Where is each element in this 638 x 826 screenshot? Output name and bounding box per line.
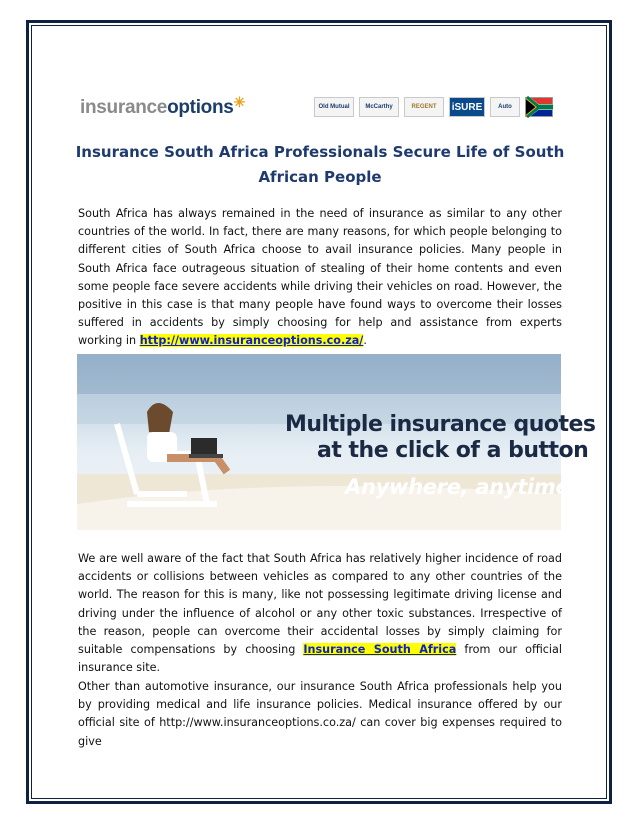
partner-logo: REGENT: [404, 97, 444, 117]
banner-tagline: Anywhere, anytime!: [345, 475, 579, 499]
body-paragraph: [78, 678, 562, 751]
logo-text-insurance: insurance: [80, 97, 168, 118]
partner-logos: [314, 96, 560, 118]
partner-logo: McCarthy: [359, 97, 399, 117]
paragraph-text: South Africa has always remained in the need of insurance as similar to any other countries of the world. In fact, there are many reasons, for which people belonging to different cities of South Africa choose to avail insurance policies. Many people in South Africa face outrageous situation of stealing of their home contents and even some people face severe accidents while driving their vehicles on road. However, the positive in this case is that many people have found ways to overcome their losses suffered in accidents by simply choosing for help and assistance from experts working in: [78, 207, 562, 348]
banner-headline: at the click of a button: [317, 438, 589, 463]
body-paragraph: [78, 550, 562, 677]
promo-banner-image: [77, 354, 596, 530]
partner-logo: Auto: [490, 97, 520, 117]
sparkle-icon: ✳: [233, 94, 245, 110]
south-africa-flag-icon: [525, 97, 553, 117]
paragraph-text: We are well aware of the fact that South Africa has relatively higher incidence of road accidents or collisions between vehicles as compared to any other countries of the world. The reason for this is many, like not possessing legitimate driving license and driving under the influence of alcohol or any other toxic substances. Irrespective of the reason, people can overcome their accidental losses by simply claiming for suitable compensations by choosing: [78, 552, 562, 657]
insuranceoptions-logo[interactable]: [80, 94, 245, 119]
banner-headline: Multiple insurance quotes: [285, 412, 596, 437]
paragraph-text: .: [363, 334, 367, 348]
page-title: Insurance South Africa Professionals Secure Life of South African People: [75, 143, 565, 186]
logo-text-options: options: [167, 97, 234, 118]
partner-logo: Old Mutual: [314, 97, 354, 117]
insurance-south-africa-link[interactable]: Insurance South Africa: [303, 643, 457, 657]
paragraph-text: Other than automotive insurance, our insurance South Africa professionals help you by providing medical and life insurance policies. Medical insurance offered by our official site of http://www.insuranceoptions.co.za/ can cover big expenses required to give: [78, 680, 562, 748]
partner-logo: iSURE: [449, 97, 485, 117]
body-paragraph: [78, 205, 562, 351]
insuranceoptions-link[interactable]: http://www.insuranceoptions.co.za/: [139, 334, 364, 348]
paragraph-text: from our official insurance site.: [78, 643, 563, 675]
